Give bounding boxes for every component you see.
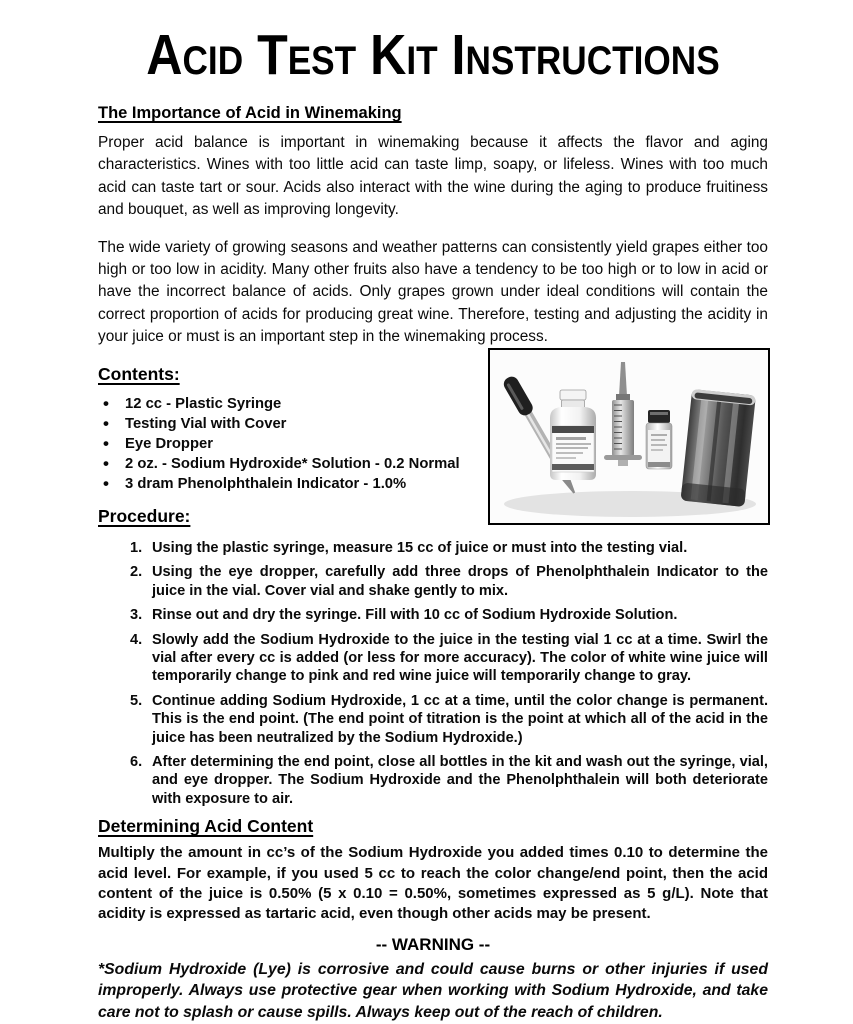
section-procedure: [98, 506, 768, 808]
page-title: Acid Test Kit Instructions: [146, 23, 720, 87]
section-determining: [98, 816, 768, 925]
paragraph-growing-seasons: The wide variety of growing seasons and weather patterns can consistently yield grapes either too high or too low in acidity. Many other fruits also have a tendency to be too high or to low in acid or have the incorrect balance of acids. Only grapes grown under ideal conditions will contain the correct proportion of acids for producing great wine. Therefore, testing and adjusting the acidity in your juice or must is an important step in the winemaking process.: [98, 238, 768, 345]
paragraph-acid-balance: Proper acid balance is important in winemaking because it affects the flavor and aging characteristics. Wines with too little acid can taste limp, soapy, or lifeless. Wines with too much acid can taste tart or sour. Acids also interact with the wine during the aging to produce fruitiness and bouquet, as well as improving longevity.: [98, 134, 768, 218]
warning-heading: -- WARNING --: [375, 934, 491, 954]
section-warning: [98, 935, 768, 1024]
section-importance: [98, 104, 768, 348]
indicator-vial: [646, 410, 672, 469]
testing-vial: [681, 389, 756, 507]
contents-item: • 12 cc - Plastic Syringe: [98, 397, 483, 412]
section-heading-contents: Contents:: [98, 363, 180, 384]
contents-item: • 2 oz. - Sodium Hydroxide* Solution - 0.2 Normal: [98, 457, 483, 472]
procedure-step: After determining the end point, close all bottles in the kit and wash out the syringe, vial, and eye dropper. The Sodium Hydroxide and the Phenolphthalein will both deteriorate with exposure to air.: [152, 754, 768, 807]
procedure-step: Slowly add the Sodium Hydroxide to the juice in the testing vial 1 cc at a time. Swirl the vial after every cc is added (or less for more accuracy). The color of white wine juice will temporarily change to pink and red wine juice will temporarily change to gray.: [152, 631, 768, 685]
contents-row: [98, 364, 768, 492]
section-heading-determining: Determining Acid Content: [98, 816, 314, 837]
kit-photo: [488, 348, 770, 525]
section-contents: [98, 364, 483, 492]
procedure-step: Continue adding Sodium Hydroxide, 1 cc at a time, until the color change is permanent. This is the end point. (The end point of titration is the point at which all of the acid in the juice has been neutralized by the Sodium Hydroxide.): [152, 692, 768, 746]
contents-list: [98, 397, 483, 492]
procedure-step: Using the plastic syringe, measure 15 cc of juice or must into the testing vial.: [152, 539, 688, 556]
kit-photo-image: [490, 350, 768, 523]
section-heading-importance: The Importance of Acid in Winemaking: [98, 104, 402, 123]
contents-item: • Eye Dropper: [98, 437, 483, 452]
procedure-steps: [98, 539, 768, 808]
contents-item: • 3 dram Phenolphthalein Indicator - 1.0%: [98, 477, 483, 492]
paragraph-determining: Multiply the amount in cc’s of the Sodium Hydroxide you added times 0.10 to determine the acid level. For example, if you used 5 cc to reach the color change/end point, then the acid content of the juice is 0.50% (5 x 0.10 = 0.50%, sometimes expressed as 5 g/L). Note that acidity is expressed as tartaric acid, even though other acids may be present.: [98, 844, 768, 923]
procedure-step: Rinse out and dry the syringe. Fill with 10 cc of Sodium Hydroxide Solution.: [152, 607, 678, 624]
procedure-step: Using the eye dropper, carefully add three drops of Phenolphthalein Indicator to the juice in the vial. Cover vial and shake gently to mix.: [152, 564, 768, 599]
warning-paragraph: *Sodium Hydroxide (Lye) is corrosive and could cause burns or other injuries if used improperly. Always use protective gear when working with Sodium Hydroxide, and take care not to splash or cause spills. Always keep out of the reach of children.: [98, 960, 768, 1022]
section-heading-procedure: Procedure:: [98, 505, 191, 526]
contents-item: • Testing Vial with Cover: [98, 417, 483, 432]
